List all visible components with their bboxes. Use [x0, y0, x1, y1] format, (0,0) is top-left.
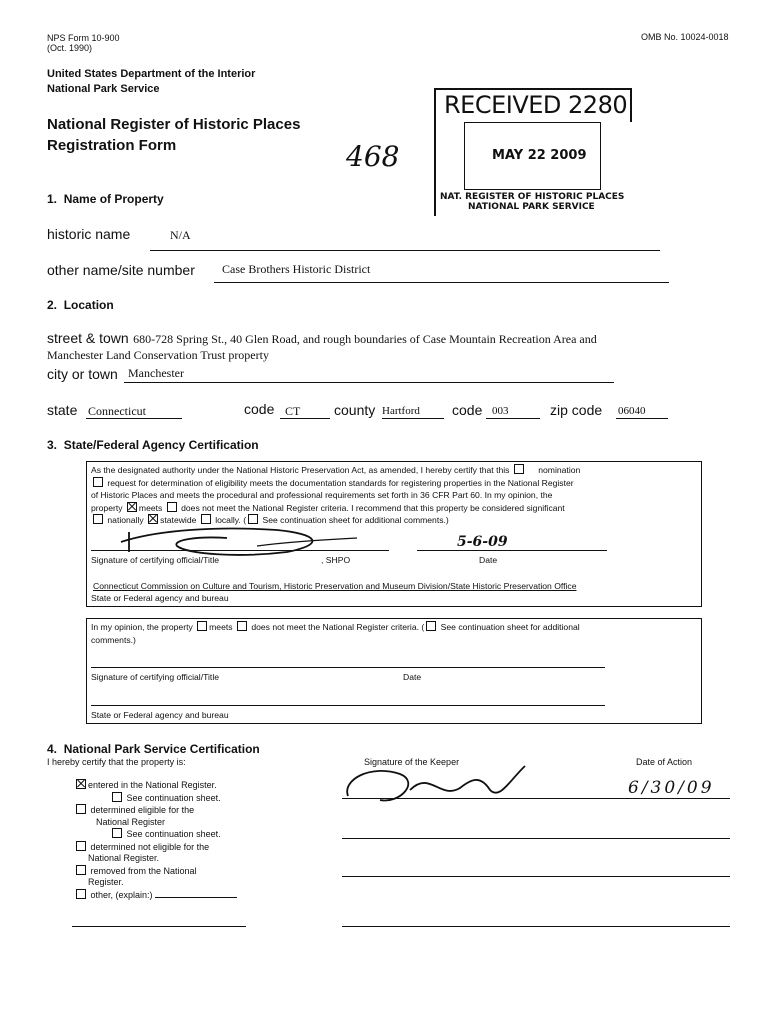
street-value: 680-728 Spring St., 40 Glen Road, and rough boundaries of Case Mountain Recreation Area and — [133, 332, 597, 346]
keeper-label: Signature of the Keeper — [364, 757, 460, 767]
stamp-received: RECEIVED 2280 — [444, 91, 628, 119]
county-value: Hartford — [382, 405, 420, 417]
stamp-line1: NAT. REGISTER OF HISTORIC PLACES — [440, 192, 625, 202]
determination-checkbox[interactable] — [93, 477, 103, 487]
agency-value: Connecticut Commission on Culture and Tourism, Historic Preservation and Museum Division/State Historic Preservation Office — [93, 581, 577, 591]
county-label: county — [334, 402, 376, 418]
keeper-line-3[interactable] — [342, 868, 730, 877]
section3-heading: 3. State/Federal Agency Certification — [47, 438, 259, 452]
opinion-box — [86, 618, 702, 724]
section4-heading: 4. National Park Service Certification — [47, 742, 260, 756]
street-field[interactable] — [47, 330, 727, 348]
historic-name-value: N/A — [170, 228, 191, 242]
received-stamp — [434, 88, 632, 218]
form-number: NPS Form 10-900 — [47, 33, 120, 43]
zip-field[interactable] — [616, 404, 668, 419]
date-label: Date — [479, 555, 498, 565]
agency-label: State or Federal agency and bureau — [91, 593, 229, 603]
section1-heading: 1. Name of Property — [47, 192, 164, 206]
keeper-signature — [340, 760, 540, 810]
determined-not-eligible-checkbox[interactable] — [76, 841, 86, 851]
entered-checkbox[interactable] — [76, 779, 86, 789]
agency2-label: State or Federal agency and bureau — [91, 710, 229, 720]
service: National Park Service — [47, 83, 160, 95]
shpo-label: , SHPO — [321, 555, 351, 565]
historic-name-label: historic name — [47, 226, 131, 242]
zip-value: 06040 — [618, 405, 646, 417]
zip-label: zip code — [550, 402, 603, 418]
county-field[interactable] — [382, 404, 444, 419]
city-label: city or town — [47, 366, 118, 382]
opinion-meets-checkbox[interactable] — [197, 621, 207, 631]
certify-text: I hereby certify that the property is: — [47, 757, 186, 767]
state-code-value: CT — [285, 404, 301, 418]
see-cont2-checkbox[interactable] — [112, 828, 122, 838]
other-name-value: Case Brothers Historic District — [222, 262, 371, 276]
county-code-label: code — [452, 402, 483, 418]
opinion-continuation-checkbox[interactable] — [426, 621, 436, 631]
opinion-does-not-meet-checkbox[interactable] — [237, 621, 247, 631]
county-code-field[interactable] — [486, 404, 540, 419]
keeper-line-4[interactable] — [342, 918, 730, 927]
keeper-line-2[interactable] — [342, 830, 730, 839]
state-value: Connecticut — [88, 404, 146, 418]
county-code-value: 003 — [492, 405, 509, 417]
date2-label: Date — [403, 672, 422, 682]
agency2-line[interactable] — [91, 695, 605, 706]
historic-name-field[interactable] — [150, 228, 660, 251]
nps-extra-line[interactable] — [72, 918, 246, 927]
other-explain-line[interactable] — [155, 897, 237, 898]
determined-eligible-checkbox[interactable] — [76, 804, 86, 814]
state-field[interactable] — [86, 404, 182, 419]
nomination-checkbox[interactable] — [514, 464, 524, 474]
removed-checkbox[interactable] — [76, 865, 86, 875]
opinion-signature-line[interactable] — [91, 657, 605, 668]
section2-heading: 2. Location — [47, 298, 114, 312]
other-checkbox[interactable] — [76, 889, 86, 899]
street-value-line2: Manchester Land Conservation Trust property — [47, 348, 269, 362]
page-title: National Register of Historic Places — [47, 116, 301, 133]
other-name-field[interactable] — [214, 262, 669, 283]
state-label: state — [47, 402, 78, 418]
opinion-paragraph: In my opinion, the property meets does not meet the National Register criteria. ( See continuation sheet for additional comments.) — [91, 622, 580, 645]
certification-paragraph: As the designated authority under the National Historic Preservation Act, as amended, I hereby certify that this nomination request for determination of eligibility meets the documentation standards for registering properties in the National Register of Historic Places and meets the procedural and professional requirements set forth in 36 CFR Part 60. In my opinion, the property meets does not meet the National Register criteria. I recommend that this property be considered significant nationally statewide locally. ( See continuation sheet for additional comments.) — [91, 465, 581, 526]
action-label: Date of Action — [636, 757, 693, 767]
nationally-checkbox[interactable] — [93, 514, 103, 524]
state-code-label: code — [244, 401, 275, 417]
page-subtitle: Registration Form — [47, 137, 177, 154]
state-code-field[interactable] — [280, 404, 330, 419]
stamp-line2: NATIONAL PARK SERVICE — [468, 202, 595, 212]
department: United States Department of the Interior — [47, 68, 256, 80]
see-cont1-checkbox[interactable] — [112, 792, 122, 802]
handwritten-number: 468 — [346, 140, 400, 173]
other-name-label: other name/site number — [47, 262, 195, 278]
sig2-label: Signature of certifying official/Title — [91, 672, 220, 682]
city-value: Manchester — [128, 366, 184, 380]
action-date: 6/30/09 — [628, 778, 715, 798]
sig-label: Signature of certifying official/Title — [91, 555, 220, 565]
shpo-date-line[interactable] — [417, 540, 607, 551]
stamp-date: MAY 22 2009 — [492, 148, 587, 163]
shpo-date-value: 5-6-09 — [457, 534, 508, 550]
meets-checkbox[interactable] — [127, 502, 137, 512]
nps-options: entered in the National Register. See continuation sheet. determined eligible for the National Register See continuation sheet. determined not eligible for the National Register. removed from the National Register. other, (explain:) — [74, 779, 237, 901]
state-certification-box — [86, 461, 702, 607]
omb-number: OMB No. 10024-0018 — [641, 32, 729, 42]
shpo-signature-line[interactable] — [91, 540, 389, 551]
street-label: street & town — [47, 330, 129, 346]
does-not-meet-checkbox[interactable] — [167, 502, 177, 512]
form-date: (Oct. 1990) — [47, 43, 93, 53]
city-field[interactable] — [124, 368, 614, 383]
